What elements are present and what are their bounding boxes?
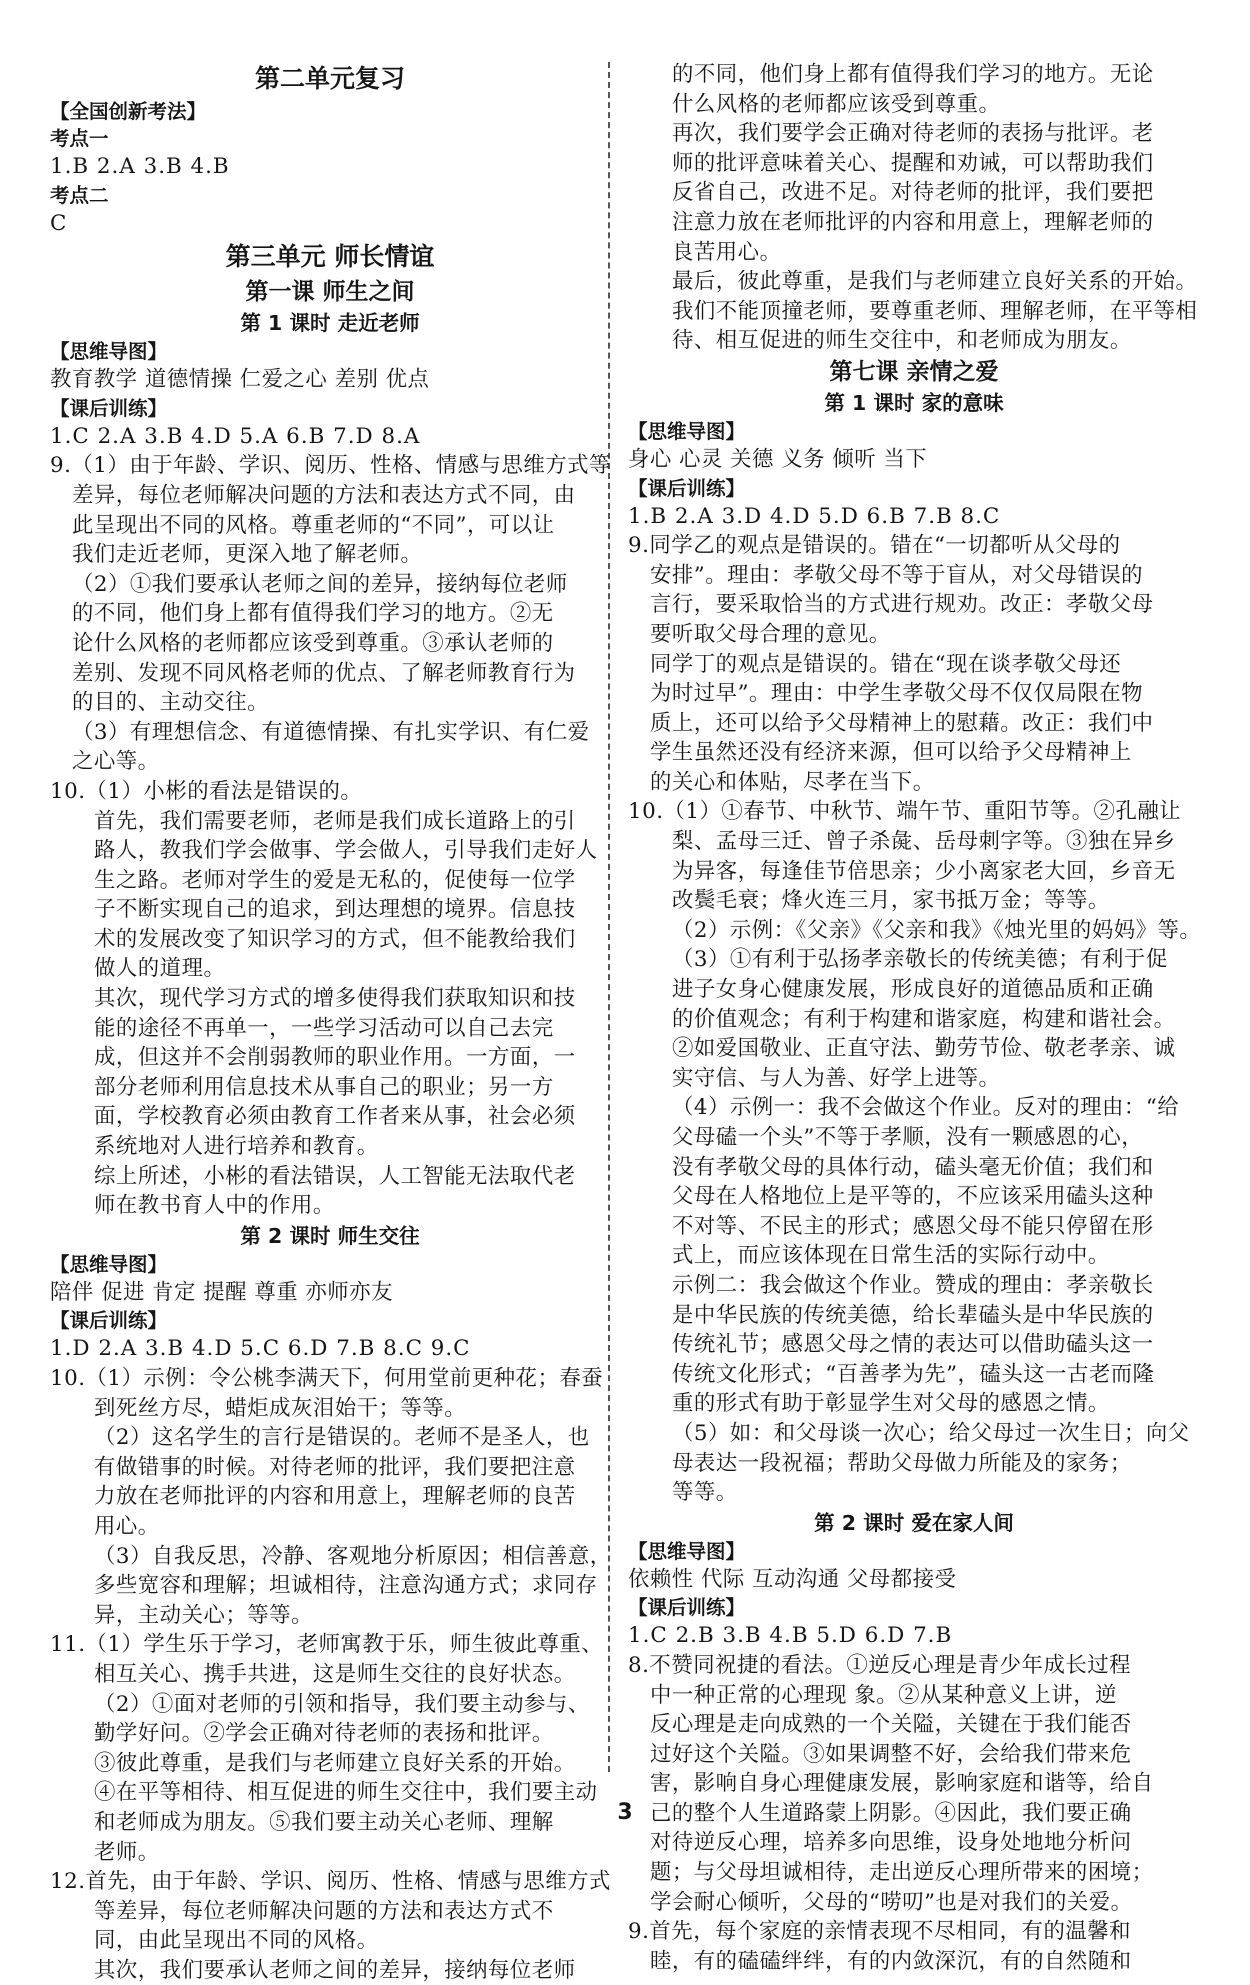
test-point-1-label: 考点一 xyxy=(50,127,109,150)
q9-line: （3）有理想信念、有道德情操、有扎实学识、有仁爱 xyxy=(72,719,590,745)
q10-line: 的价值观念；有利于构建和谐家庭，构建和谐社会。 xyxy=(672,1006,1176,1032)
choice-answers: 1.C 2.A 3.B 4.D 5.A 6.B 7.D 8.A xyxy=(50,423,421,449)
q10-line: 母表达一段祝福；帮助父母做力所能及的家务； xyxy=(672,1450,1132,1476)
q10-line: 是中华民族的传统美德，给长辈磕头是中华民族的 xyxy=(672,1302,1154,1328)
q10b-line: 异，主动关心；等等。 xyxy=(94,1602,313,1628)
q9-line: 的关心和体贴，尽孝在当下。 xyxy=(650,769,935,795)
q10-line: 首先，我们需要老师，老师是我们成长道路上的引 xyxy=(94,808,576,834)
q10-line: 实守信、与人为善、好学上进等。 xyxy=(672,1065,1001,1091)
right-column xyxy=(628,60,1200,1976)
continued-line: 反省自己，改进不足。对待老师的批评，我们要把 xyxy=(672,180,1154,206)
continued-line: 师的批评意味着关心、提醒和劝诫，可以帮助我们 xyxy=(672,150,1154,176)
mindmap-items: 依赖性 代际 互动沟通 父母都接受 xyxy=(628,1566,957,1592)
mindmap-label: 【思维导图】 xyxy=(50,340,168,364)
mindmap-items: 教育教学 道德情操 仁爱之心 差别 优点 xyxy=(50,367,430,393)
lesson1-title: 第一课 师生之间 xyxy=(245,279,415,306)
q10-line: 没有孝敬父母的具体行动，磕头毫无价值；我们和 xyxy=(672,1154,1154,1180)
q10-line: （5）如：和父母谈一次心；给父母过一次生日；向父 xyxy=(672,1420,1190,1446)
mindmap-items: 陪伴 促进 肯定 提醒 尊重 亦师亦友 xyxy=(50,1279,393,1305)
continued-line: 再次，我们要学会正确对待老师的表扬与批评。老 xyxy=(672,121,1154,147)
q10-line: 式上，而应该体现在日常生活的实际行动中。 xyxy=(672,1243,1110,1269)
q10-line: （2）示例：《父亲》《父亲和我》《烛光里的妈妈》等。 xyxy=(672,917,1202,943)
q10b-line: 多些宽容和理解；坦诚相待，注意沟通方式；求同存 xyxy=(94,1573,598,1599)
q10-line: 部分老师利用信息技术从事自己的职业；另一方 xyxy=(94,1074,554,1100)
continued-line: 良苦用心。 xyxy=(672,239,782,265)
q8-line: 过好这个关隘。③如果调整不好，会给我们带来危 xyxy=(650,1741,1132,1767)
continued-line: 待、相互促进的师生交往中，和老师成为朋友。 xyxy=(672,328,1132,354)
q11-line: 和老师成为朋友。⑤我们要主动关心老师、理解 xyxy=(94,1809,554,1835)
mindmap-label: 【思维导图】 xyxy=(628,419,746,443)
q10-line: 重的形式有助于彰显学生对父母的感恩之情。 xyxy=(672,1391,1110,1417)
q9b-line: 9.首先，每个家庭的亲情表现不尽相同，有的温馨和 xyxy=(628,1919,1132,1945)
q10-line: 子不断实现自己的追求，到达理想的境界。信息技 xyxy=(94,897,576,923)
q10-line: 父母在人格地位上是平等的，不应该采用磕头这种 xyxy=(672,1184,1154,1210)
q11-line: ④在平等相待、相互促进的师生交往中，我们要主动 xyxy=(94,1780,598,1806)
mindmap-items: 身心 心灵 关德 义务 倾听 当下 xyxy=(628,446,928,472)
q9-line: 言行，要采取恰当的方式进行规劝。改正：孝敬父母 xyxy=(650,592,1154,618)
q11-line: 老师。 xyxy=(94,1839,160,1865)
q11-line: （2）①面对老师的引领和指导，我们要主动参与、 xyxy=(94,1691,590,1717)
choice-answers: 1.C 2.B 3.B 4.B 5.D 6.D 7.B xyxy=(628,1623,953,1649)
period1-title: 第 1 课时 家的意味 xyxy=(824,390,1004,415)
q10b-line: （3）自我反思，冷静、客观地分析原因；相信善意， xyxy=(94,1543,612,1569)
continued-line: 的不同，他们身上都有值得我们学习的地方。无论 xyxy=(672,62,1154,87)
q10-line: （3）①有利于弘扬孝亲敬长的传统美德；有利于促 xyxy=(672,947,1168,973)
unit2-review-title: 第二单元复习 xyxy=(254,64,405,93)
mindmap-label: 【思维导图】 xyxy=(50,1252,168,1276)
q9-line: 的不同，他们身上都有值得我们学习的地方。②无 xyxy=(72,601,554,627)
innovation-label: 【全国创新考法】 xyxy=(50,100,207,123)
q10-line: 10.（1）小彬的看法是错误的。 xyxy=(50,778,363,804)
q8-line: 害，影响自身心理健康发展，影响家庭和谐等，给自 xyxy=(650,1771,1154,1797)
q10-line: 其次，现代学习方式的增多使得我们获取知识和技 xyxy=(94,986,576,1012)
q10-line: 改鬓毛衰；烽火连三月，家书抵万金；等等。 xyxy=(672,888,1110,914)
q9-line: 差异，每位老师解决问题的方法和表达方式不同，由 xyxy=(72,482,576,508)
practice-label: 【课后训练】 xyxy=(50,1309,168,1333)
choice-answers: 1.D 2.A 3.B 4.D 5.C 6.D 7.B 8.C 9.C xyxy=(50,1336,471,1362)
q10-line: （4）示例一：我不会做这个作业。反对的理由：“给 xyxy=(672,1095,1180,1121)
q9-line: （2）①我们要承认老师之间的差异，接纳每位老师 xyxy=(72,571,568,597)
q10-line: 面，学校教育必须由教育工作者来从事，社会必须 xyxy=(94,1104,576,1130)
q10-line: 做人的道理。 xyxy=(94,956,226,982)
q10b-line: 10.（1）示例：令公桃李满天下，何用堂前更种花；春蚕 xyxy=(50,1366,604,1391)
test-point-2-label: 考点二 xyxy=(50,183,109,207)
q10-line: 传统文化形式；“百善孝为先”，磕头这一古老而隆 xyxy=(672,1361,1155,1387)
q9-line: 9.（1）由于年龄、学识、阅历、性格、情感与思维方式等 xyxy=(50,453,611,479)
q10-line: 能的途径不再单一，一些学习活动可以自己去完 xyxy=(94,1015,554,1041)
q9-line: 之心等。 xyxy=(72,749,160,775)
q10-line: 示例二：我会做这个作业。赞成的理由：孝亲敬长 xyxy=(672,1272,1154,1298)
q10-line: 术的发展改变了知识学习的方式，但不能教给我们 xyxy=(94,926,576,952)
q9b-line: 睦，有的磕磕绊绊，有的内敛深沉，有的自然随和 xyxy=(650,1948,1132,1974)
q10-line: 10.（1）①春节、中秋节、端午节、重阳节等。②孔融让 xyxy=(628,799,1182,825)
q10b-line: （2）这名学生的言行是错误的。老师不是圣人，也 xyxy=(94,1425,590,1451)
q8-line: 题；与父母坦诚相待，走出逆反心理所带来的困境； xyxy=(650,1860,1154,1886)
q10-line: 父母磕一个头”不等于孝顺，没有一颗感恩的心， xyxy=(672,1125,1144,1150)
q9-line: 安排”。理由：孝敬父母不等于盲从，对父母错误的 xyxy=(650,562,1144,588)
period2-title: 第 2 课时 爱在家人间 xyxy=(814,1510,1014,1535)
mindmap-label: 【思维导图】 xyxy=(628,1539,746,1563)
q9-line: 9.同学乙的观点是错误的。错在“一切都听从父母的 xyxy=(628,533,1121,559)
q12-line: 其次，我们要承认老师之间的差异，接纳每位老师 xyxy=(94,1957,576,1983)
q10-line: 路人，教我们学会做事、学会做人，引导我们走好人 xyxy=(94,838,598,864)
q10-line: 梨、孟母三迁、曾子杀彘、岳母刺字等。③独在异乡 xyxy=(672,829,1176,855)
unit3-title: 第三单元 师长情谊 xyxy=(225,242,435,272)
q9-line: 为时过早”。理由：中学生孝敬父母不仅仅局限在物 xyxy=(650,681,1144,707)
q10b-line: 到死丝方尽，蜡炬成灰泪始干；等等。 xyxy=(94,1395,467,1421)
q11-line: 勤学好问。②学会正确对待老师的表扬和批评。 xyxy=(94,1721,554,1747)
left-column xyxy=(50,60,610,1985)
continued-line: 什么风格的老师都应该受到尊重。 xyxy=(672,91,1001,117)
q8-line: 己的整个人生道路蒙上阴影。④因此，我们要正确 xyxy=(650,1800,1132,1826)
q9-line: 论什么风格的老师都应该受到尊重。③承认老师的 xyxy=(72,630,554,656)
q11-line: 相互关心、携手共进，这是师生交往的良好状态。 xyxy=(94,1661,576,1687)
q10b-line: 力放在老师批评的内容和用意上，理解老师的良苦 xyxy=(94,1484,576,1510)
q12-line: 12.首先，由于年龄、学识、阅历、性格、情感与思维方式 xyxy=(50,1869,611,1895)
q10-line: 进子女身心健康发展，形成良好的道德品质和正确 xyxy=(672,977,1154,1003)
period1-title: 第 1 课时 走近老师 xyxy=(240,311,420,336)
test-point-2-answer: C xyxy=(50,210,67,236)
q8-line: 中一种正常的心理现 象。②从某种意义上讲，逆 xyxy=(650,1682,1118,1708)
practice-label: 【课后训练】 xyxy=(50,396,168,420)
q10-line: ②如爱国敬业、正直守法、勤劳节俭、敬老孝亲、诚 xyxy=(672,1036,1176,1062)
q8-line: 8.不赞同祝捷的看法。①逆反心理是青少年成长过程 xyxy=(628,1652,1132,1678)
q9-line: 质上，还可以给予父母精神上的慰藉。改正：我们中 xyxy=(650,710,1154,736)
lesson7-title: 第七课 亲情之爱 xyxy=(829,358,999,385)
q9-line: 的目的、主动交往。 xyxy=(72,690,270,716)
practice-label: 【课后训练】 xyxy=(628,476,746,500)
q12-line: 同，由此呈现出不同的风格。 xyxy=(94,1928,379,1954)
q11-line: ③彼此尊重，是我们与老师建立良好关系的开始。 xyxy=(94,1750,576,1776)
q10-line: 传统礼节；感恩父母之情的表达可以借助磕头这一 xyxy=(672,1332,1154,1358)
q10-line: 系统地对人进行培养和教育。 xyxy=(94,1134,379,1160)
q9-line: 此呈现出不同的风格。尊重老师的“不同”，可以让 xyxy=(72,512,555,538)
q8-line: 反心理是走向成熟的一个关隘，关键在于我们能否 xyxy=(650,1712,1132,1738)
q11-line: 11.（1）学生乐于学习，老师寓教于乐，师生彼此尊重、 xyxy=(50,1632,604,1658)
continued-line: 最后，彼此尊重，是我们与老师建立良好关系的开始。 xyxy=(672,269,1198,295)
choice-answers: 1.B 2.A 3.D 4.D 5.D 6.B 7.B 8.C xyxy=(628,503,1001,529)
continued-line: 我们不能顶撞老师，要尊重老师、理解老师，在平等相 xyxy=(672,298,1198,324)
q9-line: 学生虽然还没有经济来源，但可以给予父母精神上 xyxy=(650,740,1132,766)
q10-line: 综上所述，小彬的看法错误，人工智能无法取代老 xyxy=(94,1163,576,1189)
period2-title: 第 2 课时 师生交往 xyxy=(240,1223,420,1248)
q10-line: 为异客，每逢佳节倍思亲；少小离家老大回，乡音无 xyxy=(672,858,1176,884)
q10-line: 不对等、不民主的形式；感恩父母不能只停留在形 xyxy=(672,1213,1154,1239)
q10-line: 师在教书育人中的作用。 xyxy=(94,1193,335,1219)
test-point-1-answers: 1.B 2.A 3.B 4.B xyxy=(50,154,230,179)
page-number: 3 xyxy=(617,1800,633,1825)
q10b-line: 用心。 xyxy=(94,1513,160,1539)
q8-line: 对待逆反心理，培养多向思维，设身处地地分析问 xyxy=(650,1830,1132,1856)
continued-line: 注意力放在老师批评的内容和用意上，理解老师的 xyxy=(672,209,1154,235)
q10-line: 等等。 xyxy=(672,1480,738,1506)
q9-line: 差别、发现不同风格老师的优点、了解老师教育行为 xyxy=(72,660,576,686)
q10-line: 成，但这并不会削弱教师的职业作用。一方面，一 xyxy=(94,1045,576,1071)
q12-line: 等差异，每位老师解决问题的方法和表达方式不 xyxy=(94,1898,554,1924)
q9-line: 我们走近老师，更深入地了解老师。 xyxy=(72,542,423,568)
practice-label: 【课后训练】 xyxy=(628,1596,746,1620)
q9-line: 同学丁的观点是错误的。错在“现在谈孝敬父母还 xyxy=(650,651,1122,677)
q8-line: 学会耐心倾听，父母的“唠叨”也是对我们的关爱。 xyxy=(650,1889,1133,1915)
q10b-line: 有做错事的时候。对待老师的批评，我们要把注意 xyxy=(94,1454,576,1480)
q10-line: 生之路。老师对学生的爱是无私的，促使每一位学 xyxy=(94,867,576,893)
q9-line: 要听取父母合理的意见。 xyxy=(650,621,891,647)
